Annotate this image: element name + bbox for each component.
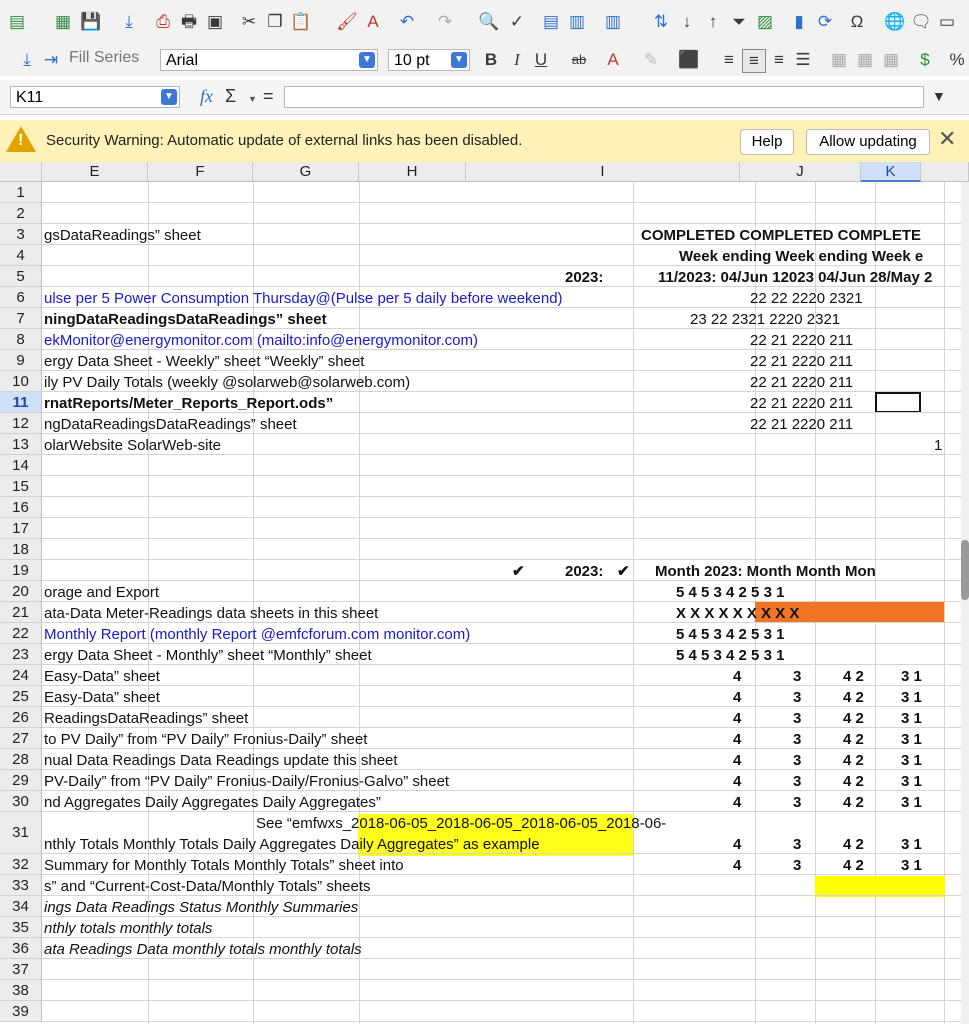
row-header-8[interactable]: 8 xyxy=(0,329,42,350)
cell-r31-text-line2[interactable]: nthly Totals Monthly Totals Daily Aggregates Daily Aggregates” as example xyxy=(44,836,540,853)
row-header-26[interactable]: 26 xyxy=(0,707,42,728)
cell-r20-text[interactable]: orage and Export xyxy=(44,584,160,601)
row-header-24[interactable]: 24 xyxy=(0,665,42,686)
cell-r20-values[interactable]: 5 4 5 3 4 2 5 3 1 xyxy=(676,584,785,601)
column-header-g[interactable]: G xyxy=(253,162,359,182)
print-preview-icon[interactable]: ▣ xyxy=(206,12,224,31)
formula-input[interactable] xyxy=(284,86,924,108)
help-button[interactable]: Help xyxy=(740,129,794,155)
insert-image-icon[interactable]: ▨ xyxy=(756,12,774,31)
cell-r36-text[interactable]: ata Readings Data monthly totals monthly totals xyxy=(44,941,362,958)
cut-icon[interactable]: ✂ xyxy=(241,12,257,31)
vertical-scrollbar[interactable] xyxy=(961,182,969,1024)
cell-value[interactable]: 3 xyxy=(793,668,802,685)
row-header-33[interactable]: 33 xyxy=(0,875,42,896)
cell-value[interactable]: 4 2 xyxy=(843,731,864,748)
export-pdf-icon[interactable]: ⎙ xyxy=(156,12,170,31)
fill-series-button[interactable]: Fill Series xyxy=(69,49,140,66)
cell-r27-text[interactable]: to PV Daily” from “PV Daily” Fronius-Daily” sheet xyxy=(44,731,368,748)
underline-icon[interactable]: U xyxy=(534,50,548,69)
security-warning-bar xyxy=(0,120,969,163)
row-header-28[interactable]: 28 xyxy=(0,749,42,770)
copy-icon[interactable]: ❐ xyxy=(267,12,283,31)
cell-value[interactable]: 3 xyxy=(793,836,802,853)
row-header-7[interactable]: 7 xyxy=(0,308,42,329)
standard-toolbar xyxy=(0,0,969,45)
name-box[interactable] xyxy=(10,86,180,108)
cell-r5-year[interactable]: 2023: xyxy=(565,269,604,286)
wrap-text-icon[interactable]: ☰ xyxy=(795,50,811,69)
row-header-10[interactable]: 10 xyxy=(0,371,42,392)
row-header-31[interactable]: 31 xyxy=(0,812,42,854)
cell-r9-values[interactable]: 22 21 2220 211 xyxy=(750,353,854,370)
security-warning-text: Security Warning: Automatic update of external links has been disabled. xyxy=(46,132,523,149)
cell-r19-header[interactable]: Month 2023: Month Month Mon xyxy=(655,563,876,580)
row-header-30[interactable]: 30 xyxy=(0,791,42,812)
column-header-l[interactable] xyxy=(921,162,969,182)
cell-r13-text[interactable]: olarWebsite SolarWeb-site xyxy=(44,437,222,454)
cell-value[interactable]: 3 1 xyxy=(901,710,922,727)
cell-value[interactable]: 4 xyxy=(733,710,742,727)
cell-r31-text-line1[interactable]: See “emfwxs_2018-06-05_2018-06-05_2018-06-05_2018-06- xyxy=(256,815,667,832)
cell-r8-values[interactable]: 22 21 2220 211 xyxy=(750,332,854,349)
font-name-value: Arial xyxy=(166,52,199,69)
chevron-down-icon[interactable]: ▼ xyxy=(161,89,177,105)
selected-cell-k11[interactable] xyxy=(875,392,921,413)
row-header-3[interactable]: 3 xyxy=(0,224,42,245)
cell-value[interactable]: 4 2 xyxy=(843,689,864,706)
clear-formatting-icon[interactable]: A xyxy=(367,12,379,31)
cell-r13-value[interactable]: 1 xyxy=(934,437,943,454)
special-character-icon[interactable]: Ω xyxy=(850,12,864,31)
row-header-6[interactable]: 6 xyxy=(0,287,42,308)
cell-r22-text[interactable]: Monthly Report (monthly Report @emfcforum.com monitor.com) xyxy=(44,626,471,643)
cell-value[interactable]: 3 xyxy=(793,710,802,727)
cell-value[interactable]: 4 xyxy=(733,794,742,811)
column-header-j[interactable]: J xyxy=(740,162,861,182)
row-header-11[interactable]: 11 xyxy=(0,392,42,413)
row-header-1[interactable]: 1 xyxy=(0,182,42,203)
cell-value[interactable]: 4 xyxy=(733,731,742,748)
row-header-35[interactable]: 35 xyxy=(0,917,42,938)
close-icon[interactable]: ✕ xyxy=(938,126,957,151)
currency-format-icon[interactable]: $ xyxy=(920,50,930,69)
cell-value[interactable]: 3 xyxy=(793,752,802,769)
new-document-icon[interactable]: ▤ xyxy=(8,12,26,31)
row-header-34[interactable]: 34 xyxy=(0,896,42,917)
align-right-icon[interactable]: ≡ xyxy=(774,50,784,69)
row-header-2[interactable]: 2 xyxy=(0,203,42,224)
row-header-32[interactable]: 32 xyxy=(0,854,42,875)
hyperlink-icon[interactable]: 🌐 xyxy=(884,12,906,31)
cell-r23-values[interactable]: 5 4 5 3 4 2 5 3 1 xyxy=(676,647,785,664)
row-header-17[interactable]: 17 xyxy=(0,518,42,539)
cell-r24-text[interactable]: Easy-Data” sheet xyxy=(44,668,160,685)
cell-r3-completed[interactable]: COMPLETED COMPLETED COMPLETE xyxy=(641,227,922,244)
cell-value[interactable]: 4 2 xyxy=(843,857,864,874)
percent-format-icon[interactable]: % xyxy=(949,50,965,69)
cell-value[interactable]: 3 xyxy=(793,773,802,790)
sort-icon[interactable]: ⇅ xyxy=(653,12,669,31)
save-icon[interactable]: 💾 xyxy=(80,12,102,31)
spreadsheet-grid[interactable] xyxy=(0,162,969,1024)
row-header-25[interactable]: 25 xyxy=(0,686,42,707)
cell-value[interactable]: 3 xyxy=(793,857,802,874)
cell-value[interactable]: 3 1 xyxy=(901,689,922,706)
cell-value[interactable]: 3 xyxy=(793,731,802,748)
cell-r23-text[interactable]: ergy Data Sheet - Monthly” sheet “Monthly” sheet xyxy=(44,647,372,664)
cell-r25-text[interactable]: Easy-Data” sheet xyxy=(44,689,160,706)
chevron-down-icon[interactable]: ▼ xyxy=(248,94,257,104)
cell-r3-text[interactable]: gsDataReadings” sheet xyxy=(44,227,201,244)
italic-icon[interactable]: I xyxy=(514,50,520,69)
cell-r30-text[interactable]: nd Aggregates Daily Aggregates Daily Aggregates” xyxy=(44,794,381,811)
merge-center-icon[interactable]: ▦ xyxy=(882,50,900,69)
cell-r19-year[interactable]: 2023: xyxy=(565,563,604,580)
row-header-36[interactable]: 36 xyxy=(0,938,42,959)
row-header-4[interactable]: 4 xyxy=(0,245,42,266)
cell-r12-values[interactable]: 22 21 2220 211 xyxy=(750,416,854,433)
warning-icon-mark: ! xyxy=(18,132,24,149)
cell-r32-text[interactable]: Summary for Monthly Totals Monthly Totals” sheet into xyxy=(44,857,404,874)
row-header-29[interactable]: 29 xyxy=(0,770,42,791)
cell-r21-x[interactable]: X X X X X X X X X xyxy=(676,605,800,622)
cell-r9-text[interactable]: ergy Data Sheet - Weekly” sheet “Weekly” sheet xyxy=(44,353,365,370)
align-center-icon[interactable]: ≡ xyxy=(742,49,766,73)
column-header-f[interactable]: F xyxy=(148,162,253,182)
row-header-20[interactable]: 20 xyxy=(0,581,42,602)
cell-r11-values[interactable]: 22 21 2220 211 xyxy=(750,395,854,412)
formatting-toolbar xyxy=(0,44,969,76)
cell-value[interactable]: 3 1 xyxy=(901,857,922,874)
cell-value[interactable]: 4 2 xyxy=(843,794,864,811)
cell-value[interactable]: 3 xyxy=(793,794,802,811)
formula-bar xyxy=(0,80,969,115)
row-header-37[interactable]: 37 xyxy=(0,959,42,980)
formula-icon[interactable]: = xyxy=(263,86,274,106)
cell-value[interactable]: 4 xyxy=(733,857,742,874)
pivot-table-icon[interactable]: ⟳ xyxy=(817,12,833,31)
sort-ascending-icon[interactable]: ↓ xyxy=(682,12,692,31)
name-box-value: K11 xyxy=(16,89,44,106)
merge-cells-icon[interactable]: ▦ xyxy=(830,50,848,69)
scrollbar-thumb[interactable] xyxy=(961,540,969,600)
cell-value[interactable]: 4 2 xyxy=(843,668,864,685)
function-wizard-icon[interactable]: fx xyxy=(200,86,213,106)
insert-rows-icon[interactable]: ▥ xyxy=(568,12,586,31)
insert-columns-icon[interactable]: ▥ xyxy=(604,12,622,31)
cell-value[interactable]: 4 2 xyxy=(843,710,864,727)
yellow-highlight-cells xyxy=(815,876,945,897)
row-header-22[interactable]: 22 xyxy=(0,623,42,644)
row-header-13[interactable]: 13 xyxy=(0,434,42,455)
column-header-h[interactable]: H xyxy=(359,162,466,182)
font-color-icon[interactable]: A xyxy=(607,50,619,69)
cell-value[interactable]: 3 xyxy=(793,689,802,706)
select-all-corner[interactable] xyxy=(0,162,42,182)
cell-value[interactable]: 3 1 xyxy=(901,752,922,769)
strikethrough-icon[interactable]: ab xyxy=(571,52,587,67)
row-header-19[interactable]: 19 xyxy=(0,560,42,581)
cell-value[interactable]: 3 1 xyxy=(901,836,922,853)
row-header-18[interactable]: 18 xyxy=(0,539,42,560)
cell-value[interactable]: 4 xyxy=(733,689,742,706)
templates-icon[interactable]: ▦ xyxy=(54,12,72,31)
cell-r33-text[interactable]: s” and “Current-Cost-Data/Monthly Totals” sheets xyxy=(44,878,371,895)
align-left-icon[interactable]: ≡ xyxy=(724,50,734,69)
paste-icon[interactable]: 📋 xyxy=(290,12,312,31)
cell-r34-text[interactable]: ings Data Readings Status Monthly Summaries xyxy=(44,899,359,916)
cell-value[interactable]: 4 2 xyxy=(843,773,864,790)
cell-value[interactable]: 4 xyxy=(733,668,742,685)
row-header-38[interactable]: 38 xyxy=(0,980,42,1001)
cell-value[interactable]: 4 xyxy=(733,773,742,790)
undo-icon[interactable]: ↶ xyxy=(399,12,415,31)
cell-r4-week-ending[interactable]: Week ending Week ending Week e xyxy=(679,248,924,265)
row-header-21[interactable]: 21 xyxy=(0,602,42,623)
cell-r35-text[interactable]: nthly totals monthly totals xyxy=(44,920,213,937)
sort-descending-icon[interactable]: ↑ xyxy=(708,12,718,31)
comment-icon[interactable]: 🗨 xyxy=(910,12,932,31)
row-header-23[interactable]: 23 xyxy=(0,644,42,665)
font-size-value: 10 pt xyxy=(394,52,430,69)
font-size-combo[interactable] xyxy=(388,49,470,71)
row-header-27[interactable]: 27 xyxy=(0,728,42,749)
cell-r10-values[interactable]: 22 21 2220 211 xyxy=(750,374,854,391)
find-replace-icon[interactable]: 🔍 xyxy=(478,12,500,31)
cell-r21-text[interactable]: ata-Data Meter-Readings data sheets in this sheet xyxy=(44,605,379,622)
cell-r11-text[interactable]: rnatReports/Meter_Reports_Report.ods” xyxy=(44,395,334,412)
bold-icon[interactable]: B xyxy=(484,50,498,69)
cell-value[interactable]: 4 2 xyxy=(843,836,864,853)
cell-r7-text[interactable]: ningDataReadingsDataReadings” sheet xyxy=(44,311,327,328)
background-color-icon[interactable]: ⬛ xyxy=(678,50,700,69)
cell-r6-values[interactable]: 22 22 2220 2321 xyxy=(750,290,863,307)
fill-down-icon[interactable]: ⤓ xyxy=(23,50,31,69)
column-header-e[interactable]: E xyxy=(42,162,148,182)
export-icon[interactable]: ⤓ xyxy=(125,12,133,31)
column-header-i[interactable]: I xyxy=(466,162,740,182)
clone-formatting-icon[interactable]: 🖌 xyxy=(336,12,358,31)
chevron-down-icon[interactable]: ▼ xyxy=(451,52,467,68)
autofilter-icon[interactable]: ⏷ xyxy=(732,12,746,31)
sum-icon[interactable]: Σ xyxy=(225,86,237,106)
column-header-k[interactable]: K xyxy=(861,162,921,182)
row-header-5[interactable]: 5 xyxy=(0,266,42,287)
cell-value[interactable]: 4 2 xyxy=(843,752,864,769)
allow-updating-button[interactable]: Allow updating xyxy=(806,129,930,155)
expand-formula-bar-icon[interactable]: ▼ xyxy=(932,88,946,104)
cell-r26-text[interactable]: ReadingsDataReadings” sheet xyxy=(44,710,249,727)
cell-value[interactable]: 3 1 xyxy=(901,668,922,685)
redo-icon[interactable]: ↷ xyxy=(437,12,453,31)
row-icon[interactable]: ▤ xyxy=(542,12,560,31)
cell-value[interactable]: 4 xyxy=(733,836,742,853)
row-header-12[interactable]: 12 xyxy=(0,413,42,434)
row-header-9[interactable]: 9 xyxy=(0,350,42,371)
cell-r12-text[interactable]: ngDataReadingsDataReadings” sheet xyxy=(44,416,297,433)
row-header-15[interactable]: 15 xyxy=(0,476,42,497)
cell-r28-text[interactable]: nual Data Readings Data Readings update this sheet xyxy=(44,752,398,769)
row-header-14[interactable]: 14 xyxy=(0,455,42,476)
cell-r10-text[interactable]: ily PV Daily Totals (weekly @solarweb@solarweb.com) xyxy=(44,374,411,391)
cell-r29-text[interactable]: PV-Daily” from “PV Daily” Fronius-Daily/Fronius-Galvo” sheet xyxy=(44,773,450,790)
highlighting-icon[interactable]: ✎ xyxy=(643,50,659,69)
cell-value[interactable]: 3 1 xyxy=(901,731,922,748)
fill-right-icon[interactable]: ⇥ xyxy=(43,50,59,69)
cell-value[interactable]: 3 1 xyxy=(901,773,922,790)
cell-value[interactable]: 3 1 xyxy=(901,794,922,811)
check-icon: ✔ xyxy=(617,563,630,580)
insert-chart-icon[interactable]: ▮ xyxy=(794,12,804,31)
headers-footers-icon[interactable]: ▭ xyxy=(938,12,956,31)
row-header-39[interactable]: 39 xyxy=(0,1001,42,1022)
cell-r22-values[interactable]: 5 4 5 3 4 2 5 3 1 xyxy=(676,626,785,643)
check-icon: ✔ xyxy=(512,563,525,580)
print-icon[interactable]: 🖶 xyxy=(180,12,198,31)
unmerge-cells-icon[interactable]: ▦ xyxy=(856,50,874,69)
spelling-icon[interactable]: ✓ xyxy=(509,12,525,31)
cell-r7-values[interactable]: 23 22 2321 2220 2321 xyxy=(690,311,841,328)
chevron-down-icon[interactable]: ▼ xyxy=(359,52,375,68)
font-name-combo[interactable] xyxy=(160,49,378,71)
row-header-16[interactable]: 16 xyxy=(0,497,42,518)
cell-r5-dates[interactable]: 11/2023: 04/Jun 12023 04/Jun 28/May 2 xyxy=(658,269,933,286)
cell-r8-text[interactable]: ekMonitor@energymonitor.com (mailto:info@energymonitor.com) xyxy=(44,332,478,349)
cell-r6-text[interactable]: ulse per 5 Power Consumption Thursday@(Pulse per 5 daily before weekend) xyxy=(44,290,563,307)
cell-value[interactable]: 4 xyxy=(733,752,742,769)
